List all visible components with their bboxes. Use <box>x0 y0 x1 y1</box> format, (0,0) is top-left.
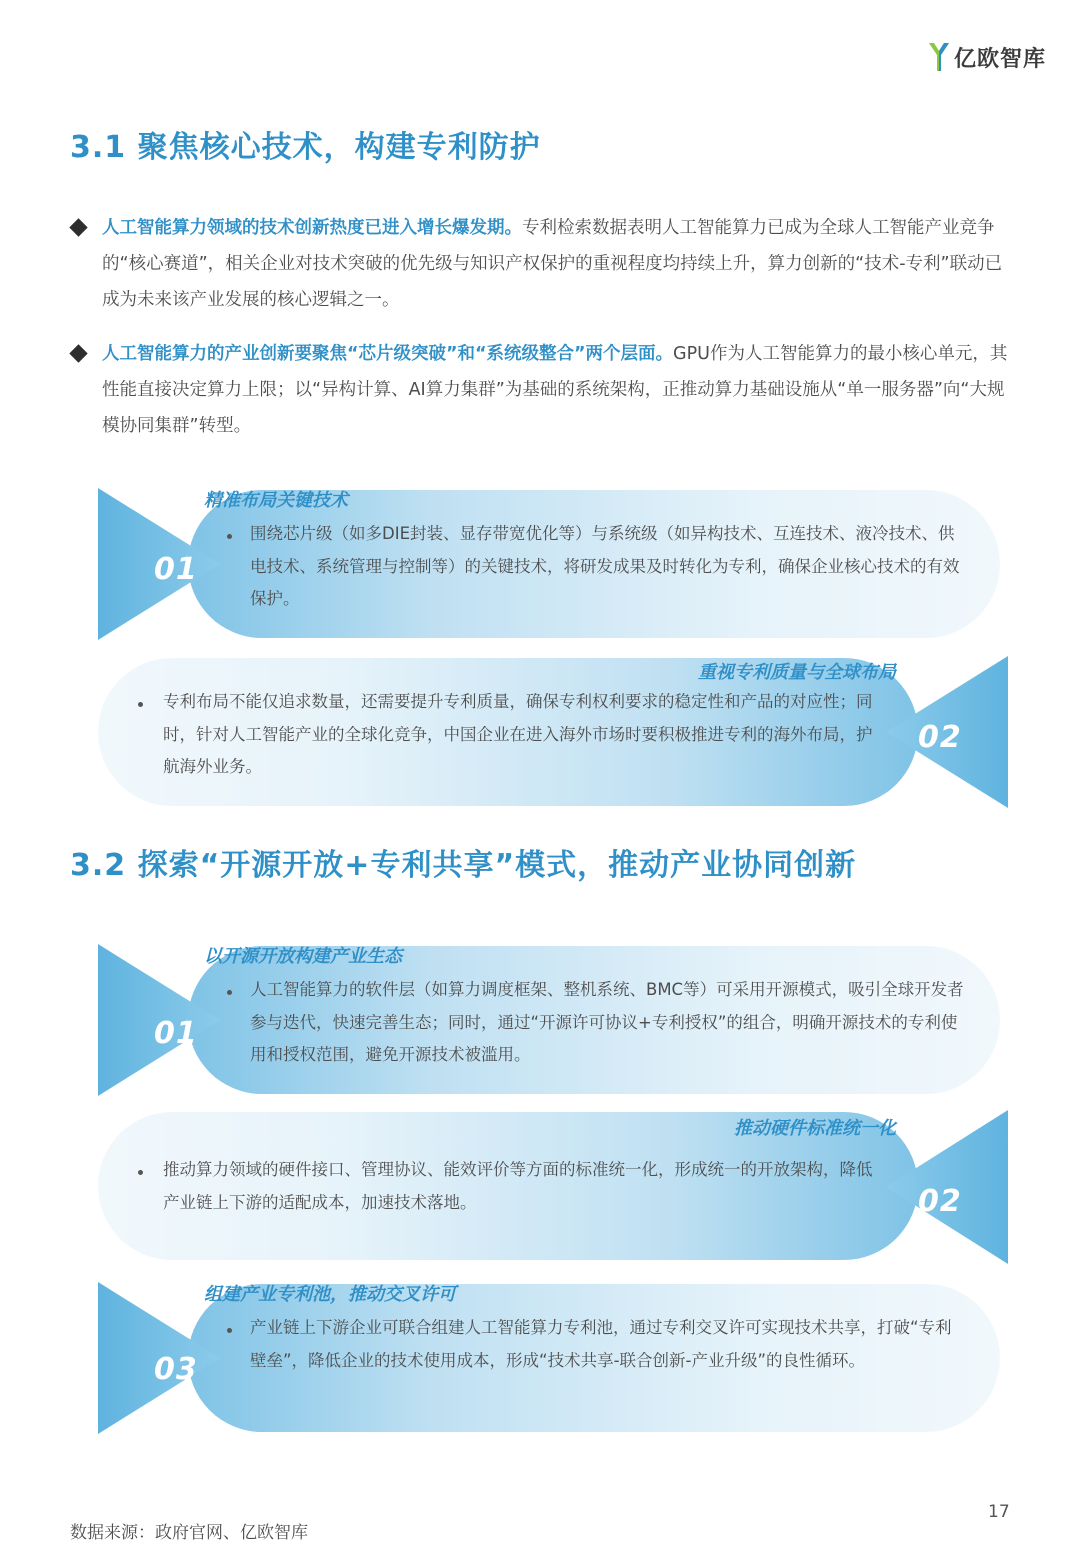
bullet-paragraph-1 <box>72 210 1012 318</box>
card-body: 围绕芯片级（如多DIE封装、显存带宽优化等）与系统级（如异构技术、互连技术、液冷技术、供电技术、系统管理与控制等）的关键技术，将研发成果及时转化为专利，确保企业核心技术的有效保护。 <box>250 524 960 608</box>
card-title: 推动硬件标准统一化 <box>734 1118 896 1139</box>
page-number: 17 <box>988 1502 1010 1522</box>
card-number: 02 <box>918 720 962 755</box>
card-s2-03 <box>98 1282 1008 1434</box>
card-body: 人工智能算力的软件层（如算力调度框架、整机系统、BMC等）可采用开源模式，吸引全球开发者参与迭代，快速完善生态；同时，通过“开源许可协议+专利授权”的组合，明确开源技术的专利使用和授权范围，避免开源技术被滥用。 <box>250 980 964 1064</box>
bullet-highlight: 人工智能算力的产业创新要聚焦“芯片级突破”和“系统级整合”两个层面。 <box>102 344 674 364</box>
bullet-paragraph-2 <box>72 336 1012 444</box>
card-s1-02 <box>98 656 1008 808</box>
card-number: 01 <box>154 552 198 587</box>
card-s1-01 <box>98 488 1008 640</box>
dot-bullet-icon <box>138 1170 143 1175</box>
bullet-text: GPU作为人工智能算力的最小核心单元，其性能直接决定算力上限；以“异构计算、AI算力集群”为基础的系统架构，正推动算力基础设施从“单一服务器”向“大规模协同集群”转型。 <box>102 344 1008 436</box>
logo-y-icon <box>928 41 950 73</box>
dot-bullet-icon <box>227 1328 232 1333</box>
logo-text: 亿欧智库 <box>954 46 1047 72</box>
card-title: 精准布局关键技术 <box>204 490 348 511</box>
dot-bullet-icon <box>138 702 143 707</box>
card-number: 03 <box>154 1352 198 1387</box>
bullet-highlight: 人工智能算力领域的技术创新热度已进入增长爆发期。 <box>102 218 522 238</box>
card-s2-02 <box>98 1110 1008 1264</box>
dot-bullet-icon <box>227 534 232 539</box>
card-title: 以开源开放构建产业生态 <box>204 946 402 967</box>
bullet-text: 专利检索数据表明人工智能算力已成为全球人工智能产业竞争的“核心赛道”，相关企业对技术突破的优先级与知识产权保护的重视程度均持续上升，算力创新的“技术-专利”联动已成为未来该产业发展的核心逻辑之一。 <box>102 218 1003 310</box>
card-title: 组建产业专利池，推动交叉许可 <box>204 1284 456 1305</box>
card-s2-01 <box>98 944 1008 1096</box>
card-body: 专利布局不能仅追求数量，还需要提升专利质量，确保专利权利要求的稳定性和产品的对应性；同时，针对人工智能产业的全球化竞争，中国企业在进入海外市场时要积极推进专利的海外布局，护航海外业务。 <box>163 692 873 776</box>
section-title-3-1: 3.1 聚焦核心技术，构建专利防护 <box>70 130 541 165</box>
card-title: 重视专利质量与全球布局 <box>698 662 896 683</box>
data-source-note: 数据来源：政府官网、亿欧智库 <box>70 1523 308 1543</box>
brand-logo <box>928 40 1046 74</box>
section-title-3-2: 3.2 探索“开源开放+专利共享”模式，推动产业协同创新 <box>70 848 857 883</box>
card-number: 02 <box>918 1184 962 1219</box>
card-body: 推动算力领域的硬件接口、管理协议、能效评价等方面的标准统一化，形成统一的开放架构，降低产业链上下游的适配成本，加速技术落地。 <box>163 1160 873 1212</box>
card-body: 产业链上下游企业可联合组建人工智能算力专利池，通过专利交叉许可实现技术共享，打破“专利壁垒”，降低企业的技术使用成本，形成“技术共享-联合创新-产业升级”的良性循环。 <box>250 1318 952 1370</box>
dot-bullet-icon <box>227 990 232 995</box>
card-number: 01 <box>154 1016 198 1051</box>
